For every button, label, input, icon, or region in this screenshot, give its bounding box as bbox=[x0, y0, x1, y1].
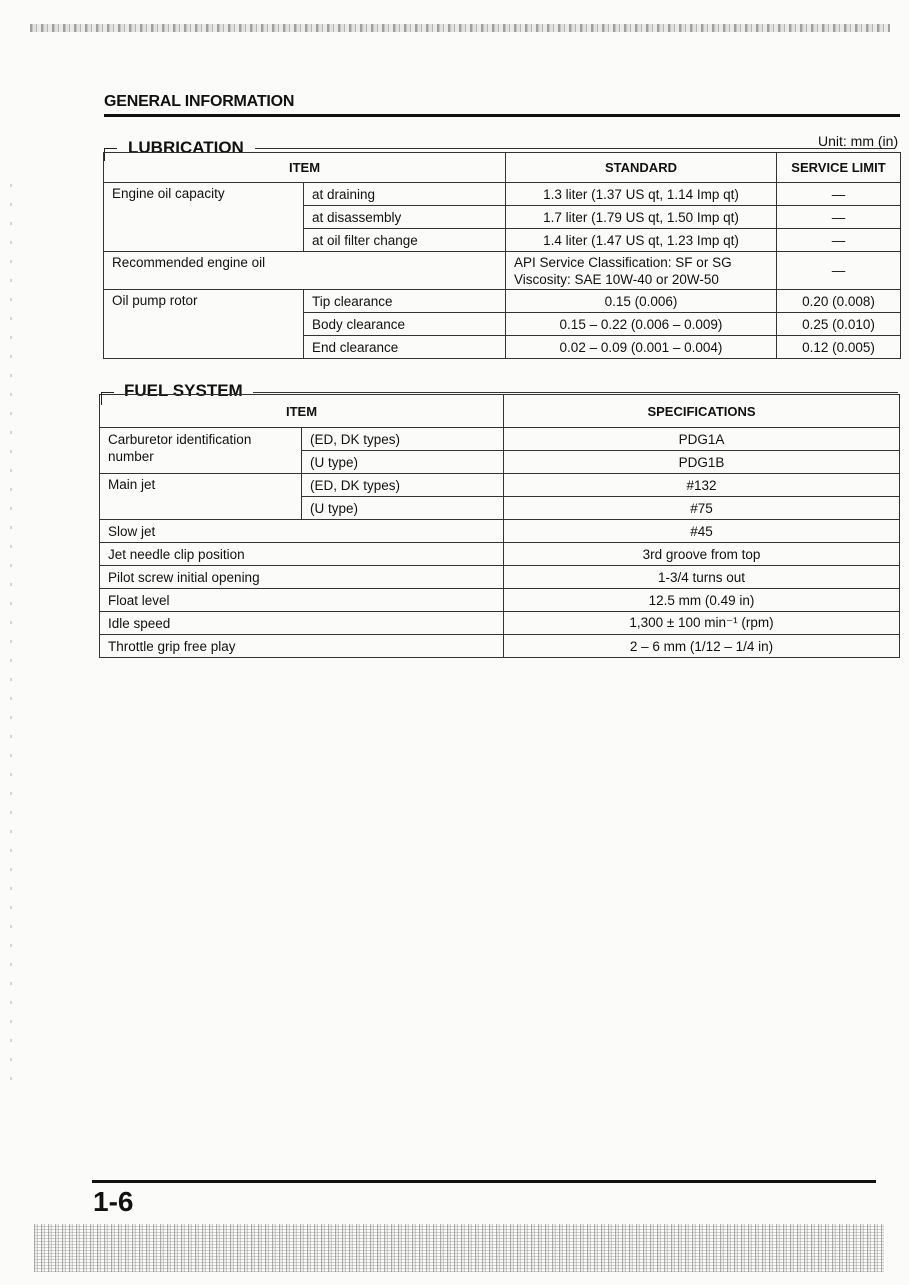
row-value: PDG1B bbox=[504, 451, 900, 474]
lubrication-table bbox=[103, 152, 901, 359]
row-value: 12.5 mm (0.49 in) bbox=[504, 589, 900, 612]
row-label: (ED, DK types) bbox=[302, 428, 504, 451]
row-value: #45 bbox=[504, 520, 900, 543]
recommended-oil-standard bbox=[506, 252, 777, 290]
table-row bbox=[100, 589, 900, 612]
fuel-table bbox=[99, 394, 900, 658]
row-label: Idle speed bbox=[100, 612, 504, 635]
row-value: 2 – 6 mm (1/12 – 1/4 in) bbox=[504, 635, 900, 658]
lub-col-limit: SERVICE LIMIT bbox=[777, 153, 901, 183]
fuel-col-spec: SPECIFICATIONS bbox=[504, 395, 900, 428]
row-label: (U type) bbox=[302, 451, 504, 474]
scan-noise-top bbox=[30, 24, 890, 32]
row-limit: — bbox=[777, 229, 901, 252]
row-label: at draining bbox=[304, 183, 506, 206]
row-label: Tip clearance bbox=[304, 290, 506, 313]
row-label: Slow jet bbox=[100, 520, 504, 543]
main-jet-label: Main jet bbox=[100, 474, 302, 520]
page-number: 1-6 bbox=[93, 1186, 134, 1217]
row-value: #132 bbox=[504, 474, 900, 497]
table-row bbox=[100, 428, 900, 451]
row-value: 1-3/4 turns out bbox=[504, 566, 900, 589]
recommended-oil-limit: — bbox=[777, 252, 901, 290]
scan-noise-bottom bbox=[34, 1224, 884, 1272]
table-row bbox=[100, 520, 900, 543]
table-row bbox=[100, 635, 900, 658]
table-row bbox=[104, 252, 901, 290]
fuel-title: FUEL SYSTEM bbox=[116, 381, 251, 401]
header-rule bbox=[104, 114, 900, 117]
row-label: at oil filter change bbox=[304, 229, 506, 252]
lub-col-item: ITEM bbox=[104, 153, 506, 183]
lub-col-standard: STANDARD bbox=[506, 153, 777, 183]
row-label: Jet needle clip position bbox=[100, 543, 504, 566]
footer-rule bbox=[92, 1180, 876, 1183]
row-standard: 1.4 liter (1.47 US qt, 1.23 Imp qt) bbox=[506, 229, 777, 252]
table-row bbox=[100, 612, 900, 635]
recommended-oil-label: Recommended engine oil bbox=[104, 252, 506, 290]
table-row bbox=[100, 474, 900, 497]
fuel-col-item: ITEM bbox=[100, 395, 504, 428]
fuel-title-rule bbox=[253, 392, 898, 393]
row-standard: 1.3 liter (1.37 US qt, 1.14 Imp qt) bbox=[506, 183, 777, 206]
row-label: Throttle grip free play bbox=[100, 635, 504, 658]
row-label: Float level bbox=[100, 589, 504, 612]
table-row bbox=[100, 566, 900, 589]
row-label: at disassembly bbox=[304, 206, 506, 229]
row-limit: — bbox=[777, 183, 901, 206]
row-standard: 1.7 liter (1.79 US qt, 1.50 Imp qt) bbox=[506, 206, 777, 229]
table-row bbox=[104, 183, 901, 206]
row-value: 1,300 ± 100 min⁻¹ (rpm) bbox=[504, 612, 900, 635]
row-label: (ED, DK types) bbox=[302, 474, 504, 497]
row-value: #75 bbox=[504, 497, 900, 520]
engine-oil-capacity-label: Engine oil capacity bbox=[104, 183, 304, 252]
row-label: End clearance bbox=[304, 336, 506, 359]
row-standard: 0.15 (0.006) bbox=[506, 290, 777, 313]
row-label: (U type) bbox=[302, 497, 504, 520]
row-limit: 0.25 (0.010) bbox=[777, 313, 901, 336]
row-value: PDG1A bbox=[504, 428, 900, 451]
unit-label: Unit: mm (in) bbox=[818, 133, 899, 149]
page-title: GENERAL INFORMATION bbox=[104, 93, 295, 110]
row-limit: 0.12 (0.005) bbox=[777, 336, 901, 359]
scan-noise-left bbox=[10, 180, 12, 1080]
carb-id-label: Carburetor identification number bbox=[100, 428, 302, 474]
lubrication-title: LUBRICATION bbox=[120, 138, 252, 158]
row-standard: 0.15 – 0.22 (0.006 – 0.009) bbox=[506, 313, 777, 336]
row-limit: 0.20 (0.008) bbox=[777, 290, 901, 313]
row-value: 3rd groove from top bbox=[504, 543, 900, 566]
oil-pump-rotor-label: Oil pump rotor bbox=[104, 290, 304, 359]
lubrication-title-rule bbox=[255, 148, 895, 149]
row-label: Pilot screw initial opening bbox=[100, 566, 504, 589]
recommended-oil-line1: API Service Classification: SF or SG bbox=[514, 254, 732, 270]
row-standard: 0.02 – 0.09 (0.001 – 0.004) bbox=[506, 336, 777, 359]
row-label: Body clearance bbox=[304, 313, 506, 336]
row-limit: — bbox=[777, 206, 901, 229]
table-row bbox=[100, 543, 900, 566]
recommended-oil-line2: Viscosity: SAE 10W-40 or 20W-50 bbox=[514, 271, 719, 287]
table-row bbox=[104, 290, 901, 313]
